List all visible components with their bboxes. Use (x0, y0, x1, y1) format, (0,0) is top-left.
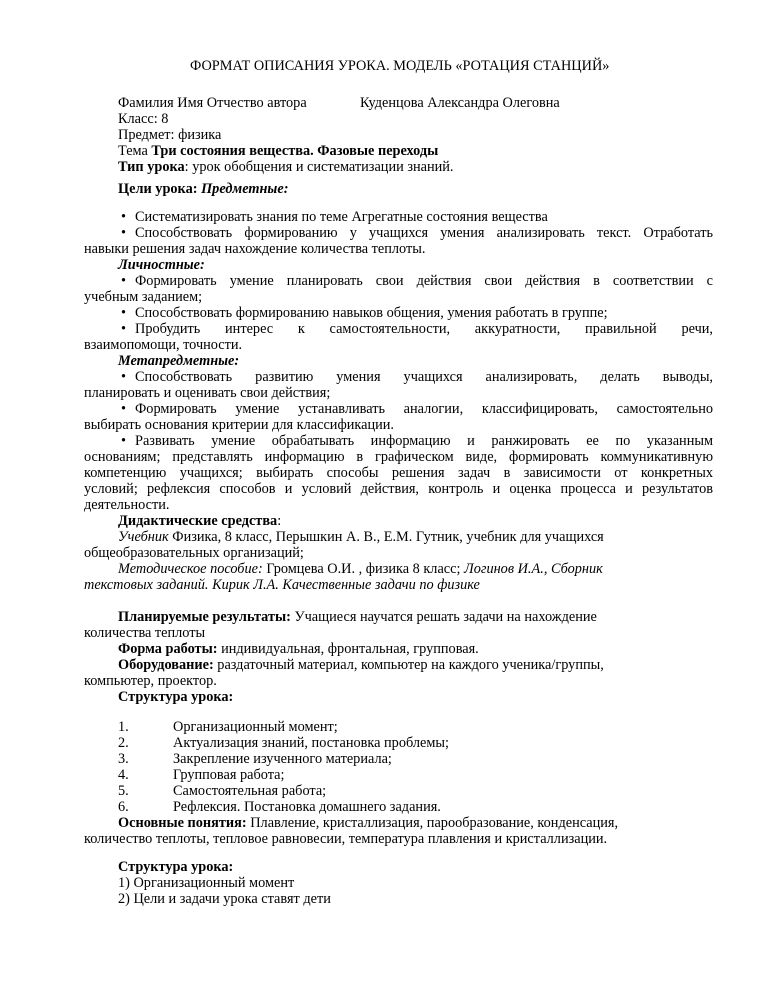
manual-line: Методическое пособие: Громцева О.И. , физика 8 класс; Логинов И.А., Сборник (118, 561, 603, 577)
lesson-type-value: : урок обобщения и систематизации знаний. (184, 159, 454, 175)
topic-label: Тема (118, 143, 152, 159)
list-item-continuation: основаниям; представлять информацию в графическом виде, формировать коммуникативную (84, 449, 713, 465)
list-item: 3. Закрепление изученного материала; (118, 751, 392, 767)
list-item: • Формировать умение устанавливать аналогии, классифицировать, самостоятельно (121, 401, 713, 417)
list-item-continuation: навыки решения задач нахождение количества теплоты. (84, 241, 426, 257)
author-label: Фамилия Имя Отчество автора (118, 95, 307, 111)
list-item-continuation: выбирать основания критерии для классификации. (84, 417, 394, 433)
bullet-icon: • (121, 433, 127, 449)
manual-label: Методическое пособие: (118, 561, 263, 577)
bullet-icon: • (121, 305, 127, 321)
didactic-heading: Дидактические средства: (118, 513, 282, 529)
list-item: 4. Групповая работа; (118, 767, 285, 783)
list-item: • Способствовать формированию у учащихся умения анализировать текст. Отработать (121, 225, 713, 241)
topic-value: Три состояния вещества. Фазовые переходы (151, 143, 439, 159)
author-value: Куденцова Александра Олеговна (360, 95, 560, 111)
list-item: • Способствовать развитию умения учащихся анализировать, делать выводы, (121, 369, 713, 385)
bullet-icon: • (121, 401, 127, 417)
work-form-line: Форма работы: индивидуальная, фронтальная, групповая. (118, 641, 479, 657)
equipment-line-2: компьютер, проектор. (84, 673, 217, 689)
list-item: 2. Актуализация знаний, постановка проблемы; (118, 735, 449, 751)
subject: Предмет: физика (118, 127, 222, 143)
lesson-type (118, 159, 454, 175)
bullet-icon: • (121, 369, 127, 385)
bullet-icon: • (121, 225, 127, 241)
goals-heading (118, 181, 288, 197)
textbook-line-2: общеобразовательных организаций; (84, 545, 304, 561)
bullet-icon: • (121, 209, 127, 225)
personal-label: Личностные: (118, 257, 205, 273)
topic (118, 143, 438, 159)
work-form-label: Форма работы: (118, 641, 218, 657)
bullet-icon: • (121, 321, 127, 337)
equipment-label: Оборудование: (118, 657, 214, 673)
list-item: 2) Цели и задачи урока ставят дети (118, 891, 331, 907)
list-item-continuation: условий; рефлексия способов и условий действия, контроль и оценка процесса и результатов (84, 481, 713, 497)
goals-subject-label: Предметные: (201, 181, 289, 197)
results-line: Планируемые результаты: Учащиеся научатся решать задачи на нахождение (118, 609, 597, 625)
results-label: Планируемые результаты: (118, 609, 291, 625)
bullet-icon: • (121, 273, 127, 289)
list-item: • Систематизировать знания по теме Агрегатные состояния вещества (121, 209, 548, 225)
concepts-label: Основные понятия: (118, 815, 247, 831)
list-item-continuation: учебным заданием; (84, 289, 203, 305)
list-item: 1) Организационный момент (118, 875, 295, 891)
goals-label: Цели урока: (118, 181, 202, 197)
lesson-type-label: Тип урока (118, 159, 185, 175)
list-item-continuation: взаимопомощи, точности. (84, 337, 243, 353)
list-item: • Способствовать формированию навыков общения, умения работать в группе; (121, 305, 608, 321)
grade: Класс: 8 (118, 111, 169, 127)
list-item: • Формировать умение планировать свои действия свои действия в соответствии с (121, 273, 713, 289)
list-item: 5. Самостоятельная работа; (118, 783, 327, 799)
list-item: • Развивать умение обрабатывать информацию и ранжировать ее по указанным (121, 433, 713, 449)
concepts-line-2: количество теплоты, тепловое равновесии, температура плавления и кристаллизации. (84, 831, 608, 847)
didactic-label: Дидактические средства (118, 513, 278, 529)
list-item: • Пробудить интерес к самостоятельности, аккуратности, правильной речи, (121, 321, 713, 337)
list-item: 6. Рефлексия. Постановка домашнего задания. (118, 799, 441, 815)
results-line-2: количества теплоты (84, 625, 206, 641)
structure2-label: Структура урока: (118, 859, 234, 875)
concepts-line: Основные понятия: Плавление, кристаллизация, парообразование, конденсация, (118, 815, 619, 831)
structure-label: Структура урока: (118, 689, 234, 705)
equipment-line: Оборудование: раздаточный материал, компьютер на каждого ученика/группы, (118, 657, 604, 673)
textbook-line: Учебник Физика, 8 класс, Перышкин А. В., Е.М. Гутник, учебник для учащихся (118, 529, 604, 545)
meta-label: Метапредметные: (118, 353, 240, 369)
list-item-continuation: деятельности. (84, 497, 170, 513)
list-item: 1. Организационный момент; (118, 719, 338, 735)
list-item-continuation: компетенцию учащихся; выбирать способы решения задач в зависимости от конкретных (84, 465, 713, 481)
page-title: ФОРМАТ ОПИСАНИЯ УРОКА. МОДЕЛЬ «РОТАЦИЯ СТАНЦИЙ» (190, 58, 610, 74)
manual-line-2: текстовых заданий. Кирик Л.А. Качественные задачи по физике (84, 577, 480, 593)
list-item-continuation: планировать и оценивать свои действия; (84, 385, 331, 401)
textbook-label: Учебник (118, 529, 169, 545)
